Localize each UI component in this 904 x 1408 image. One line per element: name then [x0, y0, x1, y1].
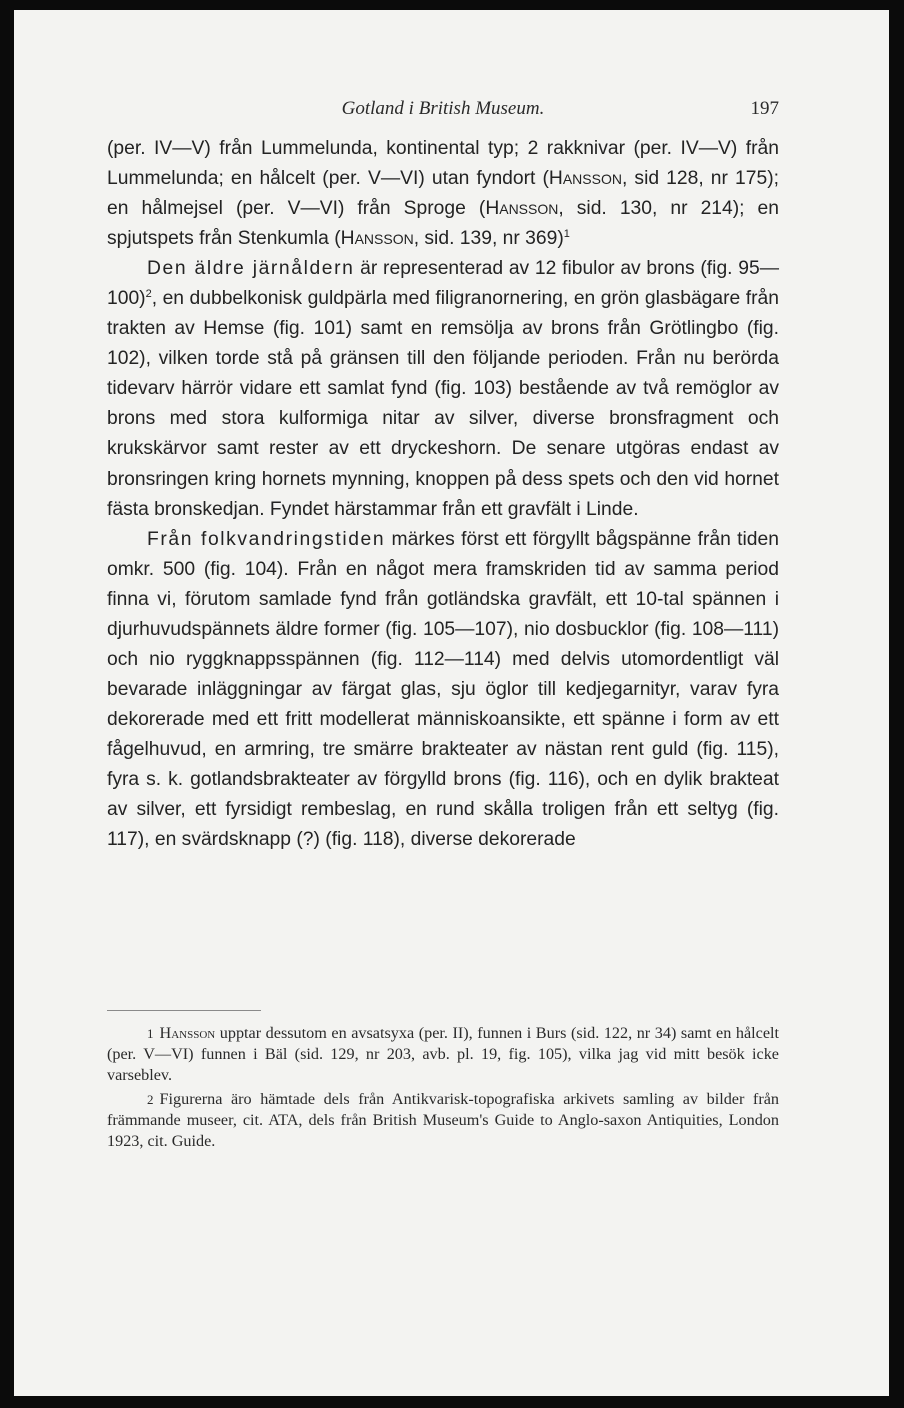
main-text [107, 134, 779, 855]
author-name: Hansson [485, 198, 559, 220]
paragraph-2 [107, 254, 779, 524]
text-run: , sid 128, nr 175); en hålmejsel (per. V—VI) från Sproge ( [107, 168, 779, 220]
footnote-ref-2: 2 [145, 288, 152, 301]
text-run: , sid. 130, nr 214); en spjutspets från Stenkumla ( [107, 198, 779, 250]
author-name: Hansson [159, 1024, 216, 1042]
text-run: märkes först ett förgyllt bågspänne från tiden omkr. 500 (fig. 104). Från en något mera framskriden tid av samma period finna vi, förutom samlade fynd från gotländska gravfält, ett 10-tal spännen i djurhuvudspännets äldre former (fig. 105—107), nio dosbucklor (fig. 108—111) och nio ryggknappsspännen (fig. 112—114) med delvis utomordentligt väl bevarade inläggningar av färgat glas, sju öglor till kedjegarnityr, varav fyra dekorerade med ett fritt modellerat människoansikte, ett spänne i form av ett fågelhuvud, en armring, tre smärre brakteater av nästan rent guld (fig. 115), fyra s. k. gotlandsbrakteater av förgylld brons (fig. 116), och en dylik brakteat av silver, ett fyrsidigt rembeslag, en rund skålla troligen från ett seltyg (fig. 117), en svärdsknapp (?) (fig. 118), diverse dekorerade [107, 528, 779, 851]
footnote-text: Figurerna äro hämtade dels från Antikvarisk-topografiska arkivets samling av bilder från främmande museer, cit. ATA, dels från British Museum's Guide to Anglo-saxon Antiquities, London 1923, cit. Guide. [107, 1089, 779, 1151]
page-number: 197 [750, 98, 779, 119]
footnote-divider [107, 1010, 261, 1011]
text-run: , en dubbelkonisk guldpärla med filigranornering, en grön glasbägare från trakten av Hemse (fig. 101) samt en remsölja av brons från Grötlingbo (fig. 102), vilken torde stå på gränsen till den följande perioden. Från nu berörda tidevarv härrör vidare ett samlat fynd (fig. 103) bestående av två remöglor av brons med stora kulformiga nitar av silver, diverse bronsfragment och krukskärvor samt rester av ett dryckeshorn. De senare utgöras endast av bronsringen kring hornets mynning, knoppen på dess spets och den vid hornet fästa bronskedjan. Fyndet härstammar från ett gravfält i Linde. [107, 288, 779, 520]
footnotes [107, 1023, 779, 1154]
paragraph-1 [107, 134, 779, 254]
text-run: är representerad av 12 fibulor av brons (fig. 95—100) [107, 258, 779, 310]
book-page [14, 10, 889, 1396]
footnote-1 [107, 1023, 779, 1087]
text-run: , sid. 139, nr 369) [413, 228, 564, 250]
text-run: (per. IV—V) från Lummelunda, kontinental typ; 2 rakknivar (per. IV—V) från Lummelunda; en hålcelt (per. V—VI) utan fyndort ( [107, 138, 779, 190]
footnote-marker: 2 [147, 1091, 154, 1107]
author-name: Hansson [340, 228, 414, 250]
page-header [107, 98, 779, 128]
paragraph-3 [107, 525, 779, 856]
footnote-marker: 1 [147, 1026, 154, 1041]
footnote-ref-1: 1 [563, 228, 570, 241]
footnote-2 [107, 1089, 779, 1153]
period-heading: Den äldre järnåldern [147, 258, 355, 280]
footnote-text: upptar dessutom en avsatsyxa (per. II), funnen i Burs (sid. 122, nr 34) samt en hålcelt (per. V—VI) funnen i Bäl (sid. 129, nr 203, avb. pl. 19, fig. 105), vilka jag vid mitt besök icke varseblev. [107, 1024, 779, 1085]
period-heading: Från folkvandringstiden [147, 528, 386, 550]
running-title: Gotland i British Museum. [341, 98, 545, 119]
author-name: Hansson [548, 168, 622, 190]
